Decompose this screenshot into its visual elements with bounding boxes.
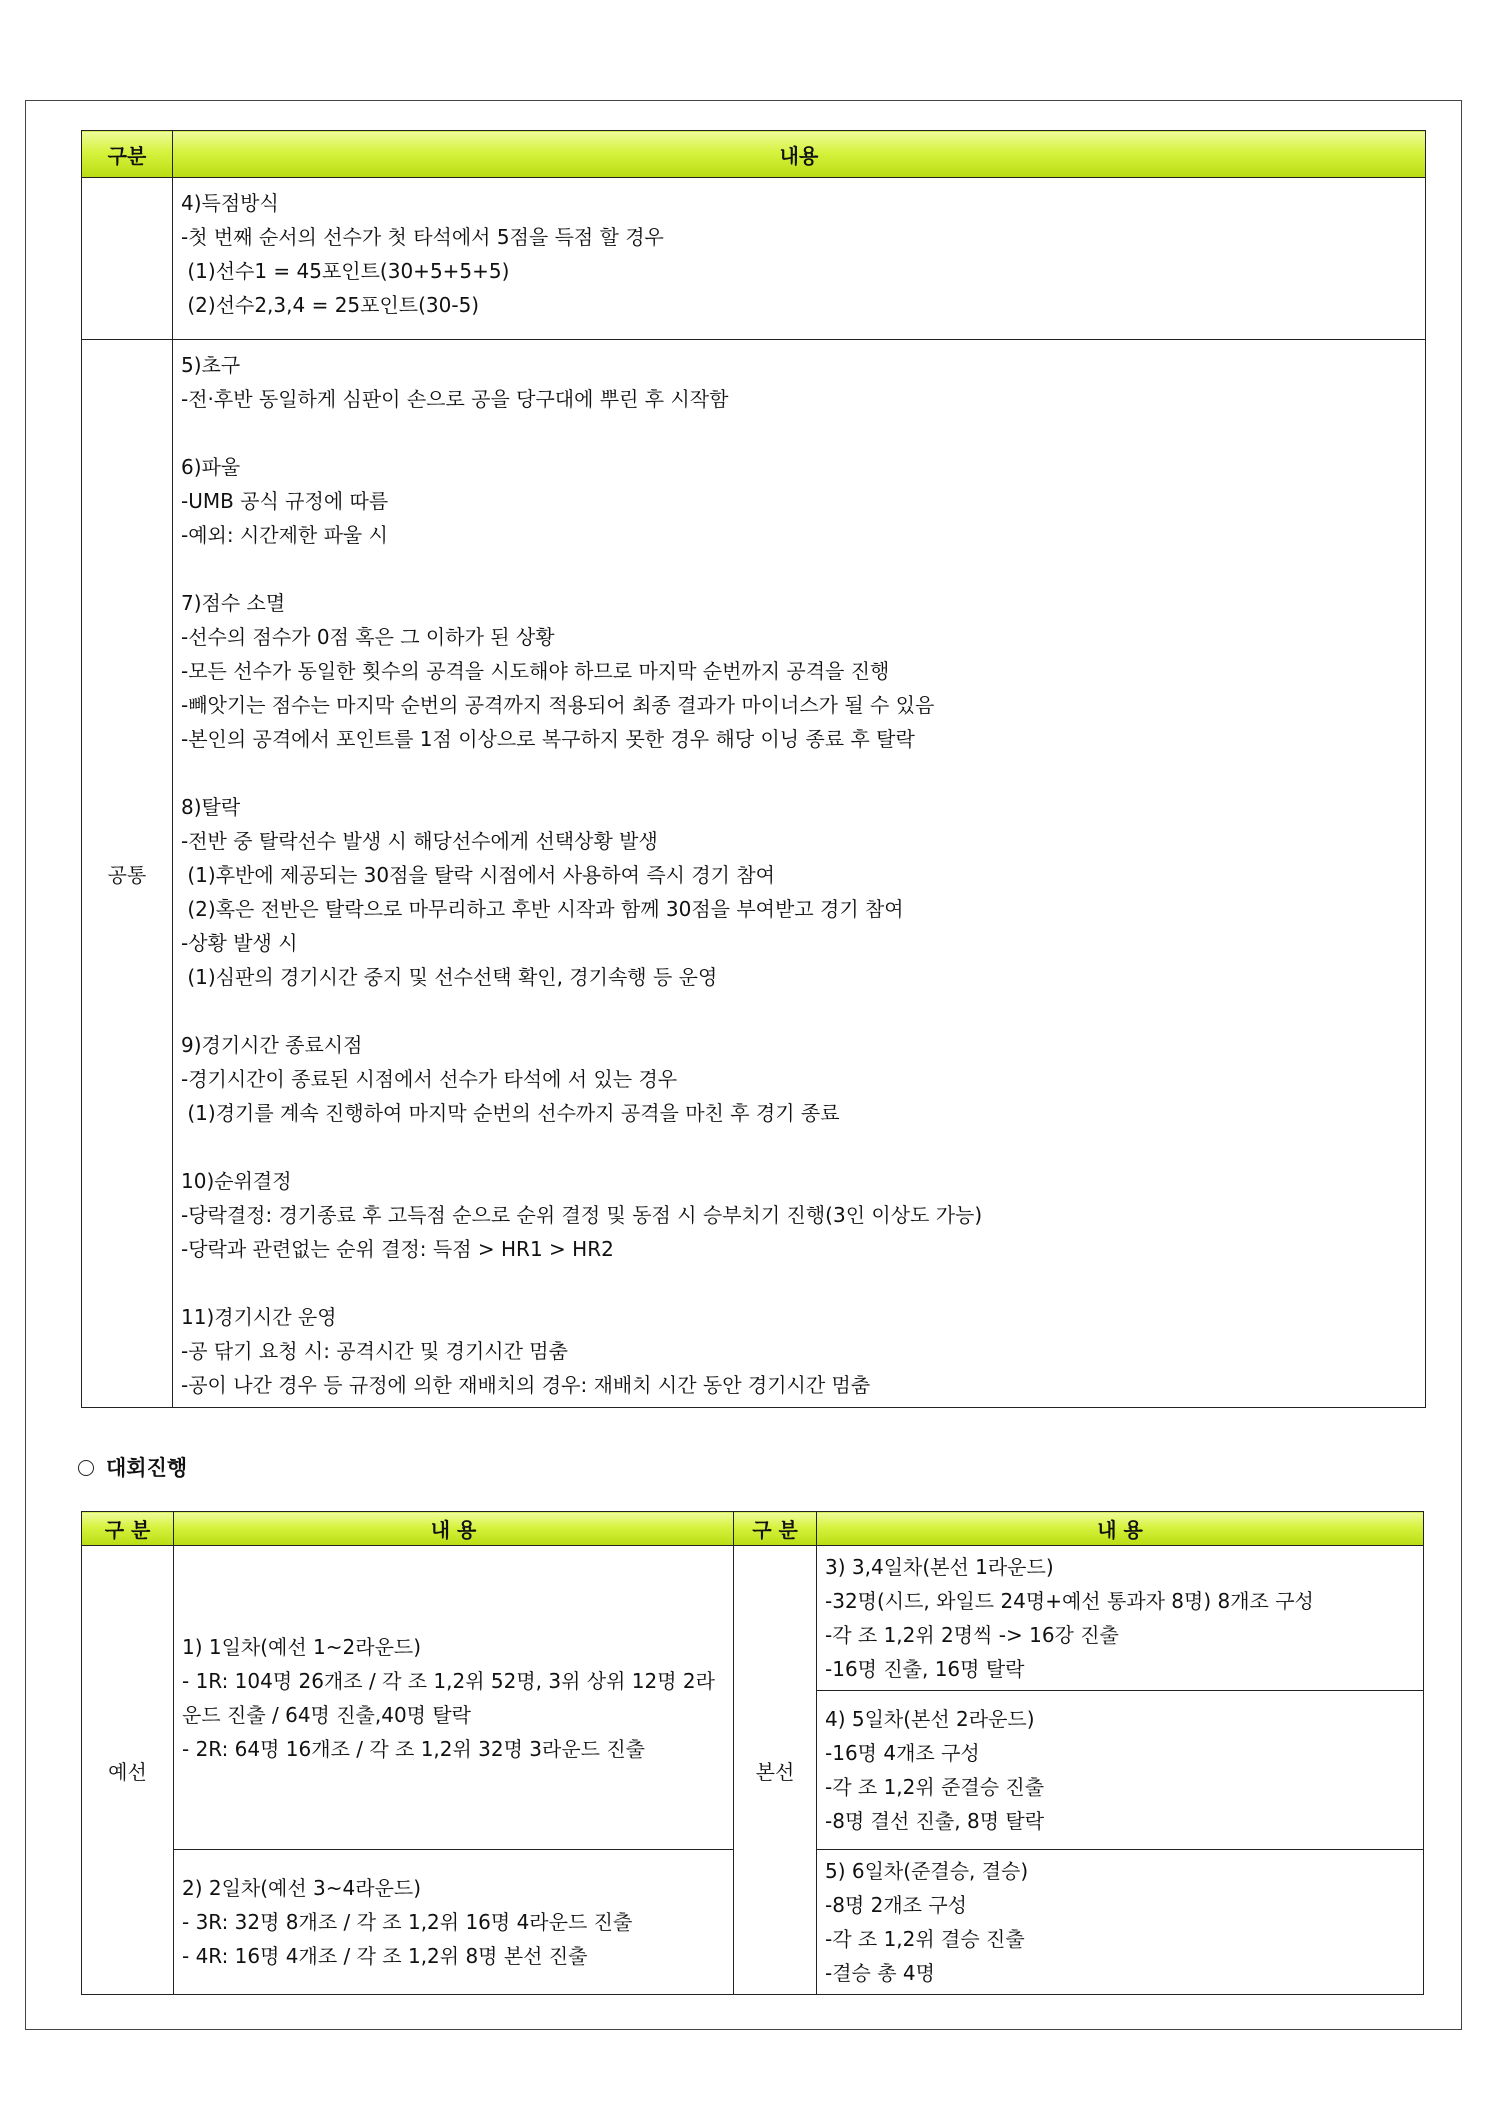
header-content-left: 내 용 [174,1512,734,1546]
text-line: -결승 총 4명 [825,1961,935,1985]
circle-bullet-icon [78,1460,94,1476]
text-line: -모든 선수가 동일한 횟수의 공격을 시도해야 하므로 마지막 순번까지 공격을 진행 [181,659,890,683]
text-line: - 3R: 32명 8개조 / 각 조 1,2위 16명 4라운드 진출 [182,1910,633,1934]
text-line: -8명 2개조 구성 [825,1893,967,1917]
main-category: 본선 [734,1546,817,1995]
text-line: (2)혹은 전반은 탈락으로 마무리하고 후반 시작과 함께 30점을 부여받고 경기 참여 [181,897,904,921]
day34-cell [817,1546,1424,1691]
text-line: 2) 2일차(예선 3~4라운드) [182,1876,422,1900]
text-line: 7)점수 소멸 [181,591,286,615]
blank-line [181,416,1417,450]
row2-content [173,340,1426,1408]
text-line: -상황 발생 시 [181,931,298,955]
text-line: -16명 진출, 16명 탈락 [825,1657,1025,1681]
header-category: 구분 [82,131,173,178]
text-line: 8)탈락 [181,795,241,819]
schedule-table [81,1511,1424,1995]
text-line: - 1R: 104명 26개조 / 각 조 1,2위 52명, 3위 상위 12명 2라운드 진출 / 64명 진출,40명 탈락 [182,1668,715,1727]
text-line: - 4R: 16명 4개조 / 각 조 1,2위 8명 본선 진출 [182,1944,588,1968]
text-line: -공이 나간 경우 등 규정에 의한 재배치의 경우: 재배치 시간 동안 경기시간 멈춤 [181,1373,871,1397]
day6-cell [817,1850,1424,1995]
text-line: -당락과 관련없는 순위 결정: 득점 > HR1 > HR2 [181,1237,614,1261]
text-line: 9)경기시간 종료시점 [181,1033,363,1057]
text-line: 1) 1일차(예선 1~2라운드) [182,1634,422,1659]
text-line: -각 조 1,2위 결승 진출 [825,1927,1025,1951]
text-line: -본인의 공격에서 포인트를 1점 이상으로 복구하지 못한 경우 해당 이닝 종료 후 탈락 [181,727,915,751]
text-line: 3) 3,4일차(본선 1라운드) [825,1555,1054,1579]
text-line: -UMB 공식 규정에 따름 [181,489,389,513]
text-line: -각 조 1,2위 준결승 진출 [825,1775,1045,1799]
qualifier-category: 예선 [82,1546,174,1995]
day5-cell [817,1691,1424,1850]
blank-line [181,994,1417,1028]
text-line: -각 조 1,2위 2명씩 -> 16강 진출 [825,1623,1119,1647]
day2-cell [174,1850,734,1995]
header-content-right: 내 용 [817,1512,1424,1546]
text-line: 11)경기시간 운영 [181,1305,337,1329]
text-line: (1)후반에 제공되는 30점을 탈락 시점에서 사용하여 즉시 경기 참여 [181,863,775,887]
text-line: -첫 번째 순서의 선수가 첫 타석에서 5점을 득점 할 경우 [181,225,664,249]
text-line: -선수의 점수가 0점 혹은 그 이하가 된 상황 [181,625,555,649]
blank-line [181,552,1417,586]
text-line: -빼앗기는 점수는 마지막 순번의 공격까지 적용되어 최종 결과가 마이너스가 될 수 있음 [181,693,935,717]
text-line: 10)순위결정 [181,1169,292,1193]
text-line: 4) 5일차(본선 2라운드) [825,1707,1035,1731]
text-line: (2)선수2,3,4 = 25포인트(30-5) [181,293,480,317]
text-line: -전·후반 동일하게 심판이 손으로 공을 당구대에 뿌린 후 시작함 [181,387,729,411]
text-line: (1)심판의 경기시간 중지 및 선수선택 확인, 경기속행 등 운영 [181,965,718,989]
row1-content [173,178,1426,340]
text-line: 6)파울 [181,455,241,479]
text-line: -전반 중 탈락선수 발생 시 해당선수에게 선택상황 발생 [181,829,658,853]
text-line: (1)경기를 계속 진행하여 마지막 순번의 선수까지 공격을 마친 후 경기 종료 [181,1101,840,1125]
text-line: -경기시간이 종료된 시점에서 선수가 타석에 서 있는 경우 [181,1067,678,1091]
text-line: - 2R: 64명 16개조 / 각 조 1,2위 32명 3라운드 진출 [182,1736,645,1761]
blank-line [181,1130,1417,1164]
text-line: (1)선수1 = 45포인트(30+5+5+5) [181,259,510,283]
text-line: -공 닦기 요청 시: 공격시간 및 경기시간 멈춤 [181,1339,568,1363]
row1-category [82,178,173,340]
day1-cell [174,1546,734,1850]
row2-category: 공통 [82,340,173,1408]
header-content: 내용 [173,131,1426,178]
header-category-right: 구 분 [734,1512,817,1546]
section-title [78,1452,187,1482]
text-line: -8명 결선 진출, 8명 탈락 [825,1809,1045,1833]
text-line: -예외: 시간제한 파울 시 [181,523,388,547]
header-category-left: 구 분 [82,1512,174,1546]
section-title-text: 대회진행 [106,1456,188,1480]
blank-line [181,1266,1417,1300]
rules-table [81,130,1426,1408]
text-line: 4)득점방식 [181,191,279,215]
text-line: -당락결정: 경기종료 후 고득점 순으로 순위 결정 및 동점 시 승부치기 진행(3인 이상도 가능) [181,1203,983,1227]
text-line: 5)초구 [181,353,241,377]
blank-line [181,756,1417,790]
text-line: -16명 4개조 구성 [825,1741,980,1765]
text-line: 5) 6일차(준결승, 결승) [825,1859,1029,1883]
text-line: -32명(시드, 와일드 24명+예선 통과자 8명) 8개조 구성 [825,1589,1314,1613]
